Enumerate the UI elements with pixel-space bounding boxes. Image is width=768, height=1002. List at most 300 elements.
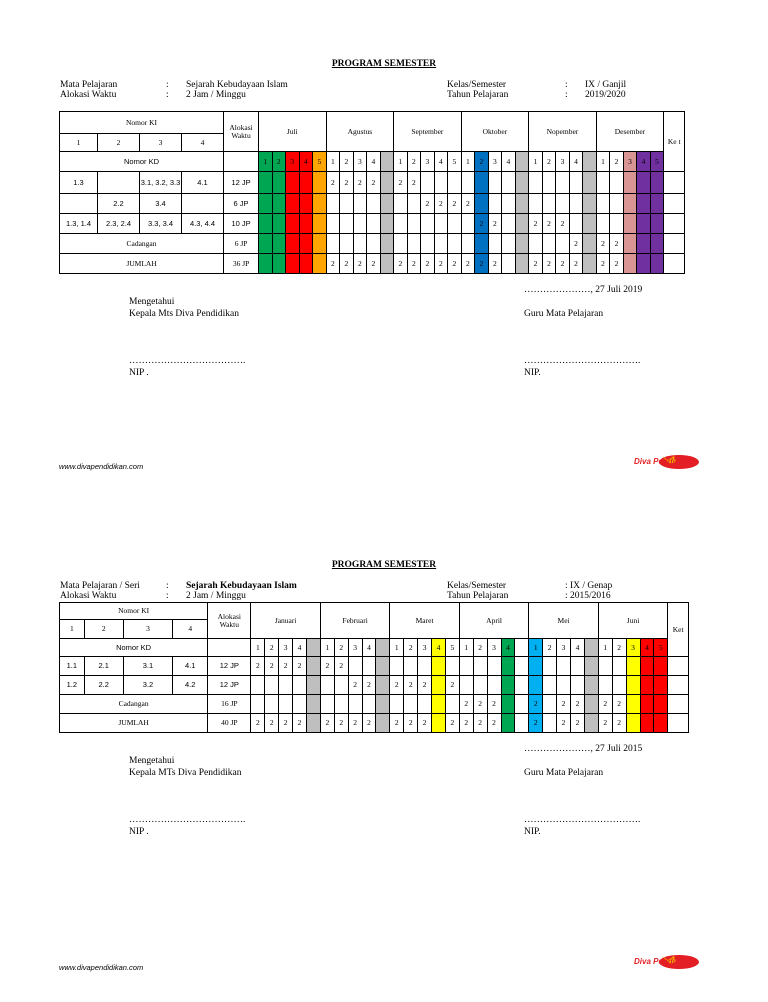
month-header: Mei: [529, 603, 599, 639]
week-cell: 2: [598, 714, 612, 733]
week-cell: [293, 695, 307, 714]
week-cell: [529, 676, 543, 695]
week-cell: [306, 695, 320, 714]
week-cell: [265, 695, 279, 714]
week-cell: [637, 194, 651, 214]
week-number: 2: [334, 639, 348, 657]
week-cell: [487, 676, 501, 695]
week-cell: [421, 214, 435, 234]
doc1-label-kelas: Kelas/Semester: [447, 80, 507, 90]
month-header: Desember: [596, 112, 664, 152]
week-cell: [340, 234, 354, 254]
doc2-value-mapel: Sejarah Kebudayaan Islam: [186, 581, 297, 591]
doc2-logo: [632, 954, 700, 970]
week-cell: [515, 695, 529, 714]
week-cell: [461, 234, 475, 254]
month-header: Nopember: [529, 112, 597, 152]
doc1-guru: Guru Mata Pelajaran: [524, 309, 604, 319]
week-number: 1: [259, 152, 273, 172]
doc1-colon: :: [565, 90, 568, 100]
ket-header: Ket: [668, 603, 689, 657]
week-cell: [584, 676, 598, 695]
week-cell: [380, 172, 394, 194]
ket-cell: [668, 695, 689, 714]
week-number: 3: [348, 639, 362, 657]
week-cell: [502, 214, 516, 234]
table-row: [60, 172, 685, 194]
doc1-mengetahui: Mengetahui: [129, 297, 175, 307]
week-cell: 2: [279, 657, 293, 676]
week-cell: [348, 657, 362, 676]
week-cell: [623, 172, 637, 194]
doc1-kepala: Kepala Mts Diva Pendidikan: [129, 309, 240, 319]
week-cell: [569, 172, 583, 194]
week-cell: 2: [279, 714, 293, 733]
week-cell: [376, 676, 390, 695]
row-label: Cadangan: [60, 234, 224, 254]
alokasi-waktu-header: Alokasi Waktu: [208, 603, 251, 639]
week-cell: 2: [251, 657, 265, 676]
doc1-date: …………………, 27 Juli 2019: [524, 285, 643, 295]
week-cell: [640, 676, 654, 695]
week-cell: 2: [488, 254, 502, 274]
week-cell: 2: [404, 676, 418, 695]
week-cell: 2: [320, 657, 334, 676]
week-cell: [306, 676, 320, 695]
week-number: 2: [612, 639, 626, 657]
week-number: [306, 639, 320, 657]
week-number: 5: [650, 152, 664, 172]
week-cell: [313, 172, 327, 194]
week-cell: [501, 714, 515, 733]
week-cell: 2: [265, 657, 279, 676]
week-cell: [293, 676, 307, 695]
week-cell: [473, 676, 487, 695]
week-cell: [376, 695, 390, 714]
doc2-label-tahun: Tahun Pelajaran: [447, 591, 509, 601]
week-cell: 2: [265, 714, 279, 733]
week-cell: 2: [598, 695, 612, 714]
week-cell: [596, 172, 610, 194]
week-cell: 2: [459, 695, 473, 714]
ki-number: 3: [140, 134, 182, 152]
doc1-logo: [632, 454, 700, 470]
week-cell: [501, 695, 515, 714]
week-cell: [598, 676, 612, 695]
week-cell: [501, 657, 515, 676]
week-cell: [326, 194, 340, 214]
week-cell: 2: [434, 254, 448, 274]
week-number: 2: [473, 639, 487, 657]
week-cell: 2: [569, 234, 583, 254]
week-cell: 2: [542, 214, 556, 234]
week-cell: [418, 695, 432, 714]
week-cell: [543, 676, 557, 695]
week-cell: 2: [542, 254, 556, 274]
week-cell: [650, 172, 664, 194]
week-number: [515, 639, 529, 657]
week-cell: 2: [459, 714, 473, 733]
week-number: 4: [640, 639, 654, 657]
week-cell: [326, 214, 340, 234]
week-cell: [487, 657, 501, 676]
week-cell: [543, 657, 557, 676]
doc2-label-mapel: Mata Pelajaran / Seri: [60, 581, 140, 591]
week-cell: 2: [556, 254, 570, 274]
week-number: [583, 152, 597, 172]
week-cell: [432, 657, 446, 676]
month-header: Juli: [259, 112, 327, 152]
week-cell: [461, 172, 475, 194]
jp-cell: 16 JP: [208, 695, 251, 714]
week-cell: [626, 676, 640, 695]
kd-cell: 4.3, 4.4: [182, 214, 224, 234]
week-cell: [623, 194, 637, 214]
doc2-value-tahun: : 2015/2016: [565, 591, 611, 601]
week-cell: [488, 194, 502, 214]
week-cell: [404, 695, 418, 714]
week-cell: [353, 194, 367, 214]
ket-cell: [664, 254, 685, 274]
week-cell: [475, 194, 489, 214]
week-cell: 2: [448, 254, 462, 274]
week-cell: [515, 214, 529, 234]
week-cell: 2: [473, 695, 487, 714]
kd-cell: [60, 194, 98, 214]
week-cell: [367, 214, 381, 234]
week-cell: [584, 714, 598, 733]
week-cell: [380, 254, 394, 274]
week-cell: [306, 714, 320, 733]
week-cell: [421, 234, 435, 254]
week-cell: [626, 657, 640, 676]
week-cell: [313, 254, 327, 274]
week-cell: 2: [334, 657, 348, 676]
week-cell: [407, 194, 421, 214]
week-cell: [418, 657, 432, 676]
week-cell: [475, 172, 489, 194]
week-cell: 2: [569, 254, 583, 274]
week-cell: [610, 214, 624, 234]
week-cell: [515, 676, 529, 695]
week-cell: 2: [557, 714, 571, 733]
week-cell: 2: [557, 695, 571, 714]
ket-cell: [668, 657, 689, 676]
ket-cell: [664, 172, 685, 194]
week-cell: 2: [529, 214, 543, 234]
week-cell: [502, 194, 516, 214]
week-cell: [340, 194, 354, 214]
doc2-colon: :: [166, 581, 169, 591]
week-cell: [432, 695, 446, 714]
week-cell: [598, 657, 612, 676]
blank-cell: [208, 639, 251, 657]
week-cell: [394, 234, 408, 254]
week-number: 5: [654, 639, 668, 657]
kd-cell: 2.2: [98, 194, 140, 214]
jp-cell: 10 JP: [224, 214, 259, 234]
week-cell: [432, 676, 446, 695]
week-cell: [501, 676, 515, 695]
doc2-footer-url: www.divapendidikan.com: [59, 963, 144, 972]
doc1-title: PROGRAM SEMESTER: [331, 59, 437, 69]
table-row: [60, 194, 685, 214]
week-number: 3: [557, 639, 571, 657]
week-cell: [637, 214, 651, 234]
week-cell: [313, 194, 327, 214]
week-cell: 2: [461, 254, 475, 274]
ket-cell: [668, 676, 689, 695]
week-cell: 2: [596, 234, 610, 254]
week-number: 1: [596, 152, 610, 172]
jp-cell: 12 JP: [208, 657, 251, 676]
week-cell: [502, 172, 516, 194]
week-cell: [459, 676, 473, 695]
week-cell: [654, 676, 668, 695]
week-cell: [432, 714, 446, 733]
week-cell: [380, 234, 394, 254]
week-cell: 2: [487, 695, 501, 714]
week-cell: [259, 234, 273, 254]
doc2-schedule-table: [59, 602, 689, 733]
week-cell: [259, 214, 273, 234]
week-cell: [461, 214, 475, 234]
ket-cell: [664, 234, 685, 254]
doc2-kepala: Kepala MTs Diva Pendidikan: [129, 768, 242, 778]
week-cell: [650, 194, 664, 214]
week-number: 1: [598, 639, 612, 657]
table-row: [60, 657, 689, 676]
week-cell: 2: [475, 214, 489, 234]
week-cell: 2: [251, 714, 265, 733]
week-cell: [367, 234, 381, 254]
doc2-colon: :: [166, 591, 169, 601]
doc2-logo-text: Diva Pendidikan: [634, 957, 696, 966]
week-cell: 2: [326, 172, 340, 194]
ket-cell: [668, 714, 689, 733]
week-cell: [623, 234, 637, 254]
kd-cell: 4.2: [173, 676, 208, 695]
doc1-colon: :: [166, 80, 169, 90]
week-cell: [529, 234, 543, 254]
week-cell: [557, 676, 571, 695]
week-cell: [404, 657, 418, 676]
table-row: [60, 714, 689, 733]
week-cell: [583, 254, 597, 274]
week-number: 3: [418, 639, 432, 657]
kd-cell: 4.1: [182, 172, 224, 194]
week-cell: [394, 214, 408, 234]
doc2-date: …………………, 27 Juli 2015: [524, 744, 643, 754]
week-cell: [515, 657, 529, 676]
week-number: 2: [272, 152, 286, 172]
week-cell: [279, 676, 293, 695]
week-cell: [650, 254, 664, 274]
week-cell: [376, 657, 390, 676]
week-cell: [299, 234, 313, 254]
week-cell: [637, 254, 651, 274]
doc1-schedule-table: [59, 111, 685, 274]
week-cell: 2: [612, 695, 626, 714]
doc1-label-alokasi: Alokasi Waktu: [60, 90, 117, 100]
week-cell: [286, 234, 300, 254]
week-number: 4: [569, 152, 583, 172]
week-cell: 2: [529, 695, 543, 714]
ki-number: 2: [84, 620, 123, 639]
week-number: 3: [286, 152, 300, 172]
week-cell: 2: [340, 254, 354, 274]
week-cell: [459, 657, 473, 676]
week-cell: [334, 676, 348, 695]
week-cell: 2: [407, 172, 421, 194]
week-number: 1: [251, 639, 265, 657]
week-cell: [515, 194, 529, 214]
week-cell: [353, 214, 367, 234]
kd-cell: 2.1: [84, 657, 123, 676]
nomor-kd-header: Nomor KD: [60, 152, 224, 172]
week-cell: 2: [571, 714, 585, 733]
week-cell: 2: [445, 676, 459, 695]
week-cell: [542, 194, 556, 214]
month-header: Maret: [390, 603, 459, 639]
doc1-signature-line-left: ……………………………….: [129, 356, 246, 366]
week-cell: [348, 695, 362, 714]
week-number: 2: [543, 639, 557, 657]
doc2-nip-left: NIP .: [129, 827, 149, 837]
week-cell: 2: [353, 172, 367, 194]
week-cell: [529, 657, 543, 676]
week-cell: 2: [473, 714, 487, 733]
week-cell: [473, 657, 487, 676]
week-number: 2: [610, 152, 624, 172]
kd-cell: 3.4: [140, 194, 182, 214]
week-cell: [515, 234, 529, 254]
week-cell: 2: [571, 695, 585, 714]
week-cell: 2: [418, 676, 432, 695]
week-number: 4: [299, 152, 313, 172]
week-cell: [367, 194, 381, 214]
week-cell: [353, 234, 367, 254]
week-cell: 2: [556, 214, 570, 234]
week-cell: 2: [461, 194, 475, 214]
table-row: [60, 695, 689, 714]
week-cell: [407, 214, 421, 234]
week-cell: [569, 214, 583, 234]
month-header: Januari: [251, 603, 320, 639]
week-cell: [380, 194, 394, 214]
kd-cell: [182, 194, 224, 214]
week-cell: [488, 172, 502, 194]
week-cell: [259, 254, 273, 274]
jp-cell: 12 JP: [224, 172, 259, 194]
ket-header: Ke t: [664, 112, 685, 172]
month-header: Juni: [598, 603, 667, 639]
week-cell: [421, 172, 435, 194]
jp-cell: 6 JP: [224, 194, 259, 214]
kd-cell: 2.3, 2.4: [98, 214, 140, 234]
week-cell: [265, 676, 279, 695]
week-cell: [272, 214, 286, 234]
week-cell: 2: [362, 714, 376, 733]
kd-cell: 1.1: [60, 657, 85, 676]
week-number: 4: [367, 152, 381, 172]
week-number: 1: [529, 639, 543, 657]
week-cell: [362, 657, 376, 676]
week-cell: 2: [487, 714, 501, 733]
week-cell: [390, 657, 404, 676]
week-number: 5: [313, 152, 327, 172]
week-cell: [259, 194, 273, 214]
week-number: 1: [390, 639, 404, 657]
row-label: JUMLAH: [60, 254, 224, 274]
week-cell: [515, 714, 529, 733]
week-number: 1: [320, 639, 334, 657]
week-cell: [286, 254, 300, 274]
week-number: 3: [279, 639, 293, 657]
week-number: 3: [623, 152, 637, 172]
week-number: 2: [340, 152, 354, 172]
ki-number: 3: [123, 620, 172, 639]
week-cell: 2: [367, 254, 381, 274]
kd-cell: 1.3: [60, 172, 98, 194]
week-cell: [448, 214, 462, 234]
week-cell: 2: [293, 657, 307, 676]
week-number: [584, 639, 598, 657]
week-number: 4: [434, 152, 448, 172]
week-cell: [542, 172, 556, 194]
week-cell: [434, 172, 448, 194]
week-cell: [272, 194, 286, 214]
week-cell: [650, 234, 664, 254]
doc1-value-alokasi: 2 Jam / Minggu: [186, 90, 246, 100]
week-number: 2: [542, 152, 556, 172]
week-cell: [380, 214, 394, 234]
week-cell: 2: [610, 234, 624, 254]
month-header: Oktober: [461, 112, 529, 152]
ki-number: 2: [98, 134, 140, 152]
week-number: 4: [501, 639, 515, 657]
week-cell: 2: [418, 714, 432, 733]
doc2-mengetahui: Mengetahui: [129, 756, 175, 766]
month-header: Februari: [320, 603, 389, 639]
kd-cell: [98, 172, 140, 194]
week-cell: [654, 714, 668, 733]
week-cell: 2: [529, 254, 543, 274]
week-cell: [610, 172, 624, 194]
kd-cell: 1.2: [60, 676, 85, 695]
week-cell: [640, 695, 654, 714]
doc2-value-alokasi: 2 Jam / Minggu: [186, 591, 246, 601]
week-cell: [376, 714, 390, 733]
week-number: [380, 152, 394, 172]
week-cell: [390, 695, 404, 714]
week-number: 1: [461, 152, 475, 172]
week-cell: 2: [326, 254, 340, 274]
doc2-signature-line-right: ……………………………….: [524, 815, 641, 825]
table-row: [60, 254, 685, 274]
week-cell: [571, 676, 585, 695]
week-cell: [272, 234, 286, 254]
week-cell: 2: [448, 194, 462, 214]
doc1-nip-left: NIP .: [129, 368, 149, 378]
week-number: 2: [265, 639, 279, 657]
doc1-signature-line-right: ……………………………….: [524, 356, 641, 366]
week-cell: [502, 254, 516, 274]
ket-cell: [664, 194, 685, 214]
kd-cell: 3.1, 3.2, 3.3: [140, 172, 182, 194]
week-cell: [272, 172, 286, 194]
week-cell: [334, 695, 348, 714]
